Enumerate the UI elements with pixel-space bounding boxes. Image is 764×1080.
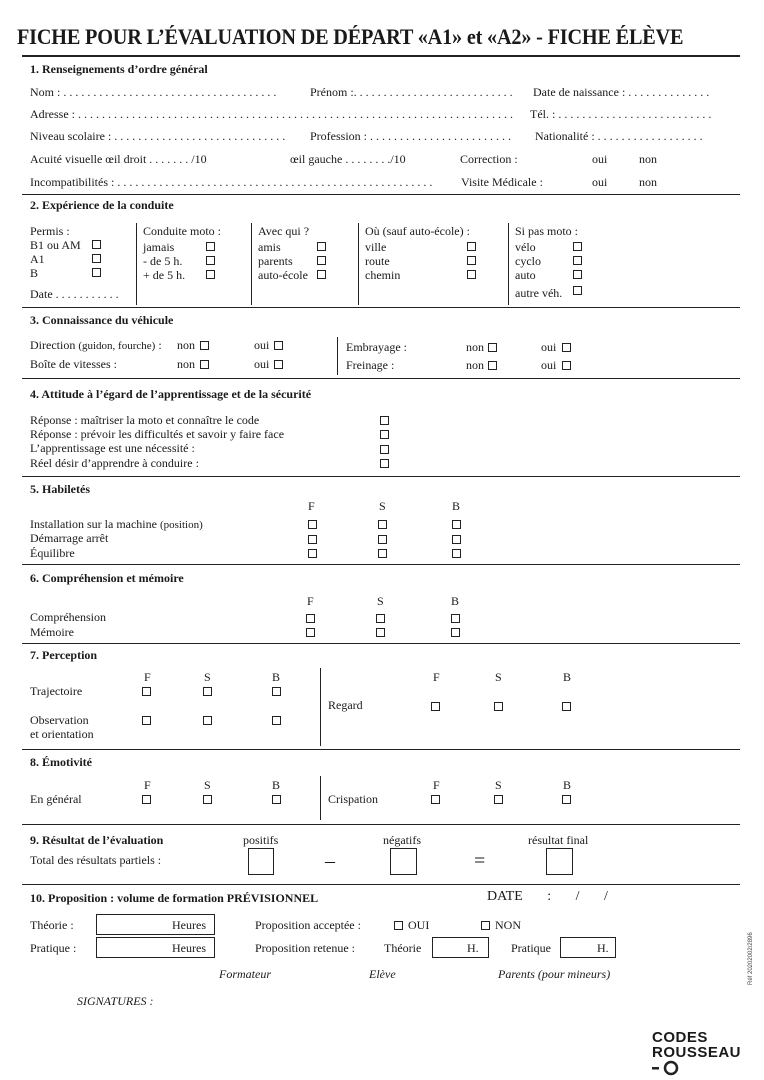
ou-chemin-checkbox[interactable] xyxy=(467,270,476,279)
direction-oui-label: oui xyxy=(254,338,270,352)
crispation-b-checkbox[interactable] xyxy=(562,795,571,804)
divider xyxy=(22,884,740,885)
visite-medicale-label: Visite Médicale : xyxy=(461,175,543,189)
comprehension-label: Compréhension xyxy=(30,610,106,624)
divider xyxy=(320,668,321,746)
installation-b-checkbox[interactable] xyxy=(452,520,461,529)
memoire-f-checkbox[interactable] xyxy=(306,628,315,637)
crispation-f-checkbox[interactable] xyxy=(431,795,440,804)
sipas-auto-label: auto xyxy=(515,268,536,282)
date-naissance-field[interactable]: Date de naissance : . . . . . . . . . . . . . . xyxy=(533,85,710,99)
resultat-final-box[interactable] xyxy=(546,848,573,875)
general-b-checkbox[interactable] xyxy=(272,795,281,804)
resultat-final-label: résultat final xyxy=(528,833,589,847)
col-f: F xyxy=(433,778,440,792)
section-7-heading: 7. Perception xyxy=(30,648,98,662)
direction-text: Direction xyxy=(30,338,76,352)
divider xyxy=(22,194,740,195)
col-s: S xyxy=(377,594,384,608)
niveau-scolaire-field[interactable]: Niveau scolaire : . . . . . . . . . . . . . . . . . . . . . . . . . . . . . xyxy=(30,129,286,143)
signature-formateur-label: Formateur xyxy=(219,967,271,981)
divider xyxy=(22,476,740,477)
attitude-4-checkbox[interactable] xyxy=(380,459,389,468)
installation-s-checkbox[interactable] xyxy=(378,520,387,529)
demarrage-s-checkbox[interactable] xyxy=(378,535,387,544)
direction-label: Direction (guidon, fourche) : xyxy=(30,338,162,352)
permis-a1-label: A1 xyxy=(30,252,45,266)
attitude-item-1: Réponse : maîtriser la moto et connaître le code xyxy=(30,413,260,427)
divider xyxy=(22,824,740,825)
regard-s-checkbox[interactable] xyxy=(494,702,503,711)
conduite-moto-label: Conduite moto : xyxy=(143,224,221,238)
col-s: S xyxy=(379,499,386,513)
logo-mark-icon xyxy=(652,1060,682,1076)
section-8-heading: 8. Émotivité xyxy=(30,755,92,769)
crispation-s-checkbox[interactable] xyxy=(494,795,503,804)
pratique-heures-label: Heures xyxy=(172,941,206,955)
observation-s-checkbox[interactable] xyxy=(203,716,212,725)
col-b: B xyxy=(272,778,281,792)
divider xyxy=(508,223,509,305)
embrayage-non-label: non xyxy=(466,340,484,354)
reference-number: Réf 20202002/2896 xyxy=(748,932,754,985)
col-s: S xyxy=(204,670,211,684)
boite-oui-label: oui xyxy=(254,357,270,371)
attitude-3-checkbox[interactable] xyxy=(380,445,389,454)
boite-oui-checkbox[interactable] xyxy=(274,360,283,369)
divider xyxy=(320,776,321,820)
section-4-heading: 4. Attitude à l’égard de l’apprentissage et de la sécurité xyxy=(30,387,312,401)
installation-text: Installation sur la machine xyxy=(30,517,157,531)
sipas-cyclo-checkbox[interactable] xyxy=(573,256,582,265)
col-b: B xyxy=(451,594,460,608)
retenue-theorie-box[interactable] xyxy=(432,937,489,958)
trajectoire-label: Trajectoire xyxy=(30,684,83,698)
moto-plus5-label: + de 5 h. xyxy=(143,268,186,282)
permis-b-checkbox[interactable] xyxy=(92,268,101,277)
direction-non-checkbox[interactable] xyxy=(200,341,209,350)
acuite-gauche-field[interactable]: œil gauche . . . . . . . ./10 xyxy=(290,152,406,166)
comprehension-b-checkbox[interactable] xyxy=(451,614,460,623)
avec-qui-label: Avec qui ? xyxy=(258,224,310,238)
boite-non-label: non xyxy=(177,357,195,371)
logo-line-2: ROUSSEAU xyxy=(652,1044,742,1061)
retenue-theorie-label: Théorie xyxy=(384,941,422,955)
divider xyxy=(136,223,137,305)
acuite-droit-field[interactable]: Acuité visuelle œil droit . . . . . . . /10 xyxy=(30,152,207,166)
divider xyxy=(22,749,740,750)
permis-b1-label: B1 ou AM xyxy=(30,238,81,252)
attitude-item-4: Réel désir d’apprendre à conduire : xyxy=(30,456,199,470)
permis-b-label: B xyxy=(30,266,39,280)
col-b: B xyxy=(563,778,572,792)
sipas-velo-checkbox[interactable] xyxy=(573,242,582,251)
installation-f-checkbox[interactable] xyxy=(308,520,317,529)
theorie-heures-label: Heures xyxy=(172,918,206,932)
permis-b1-checkbox[interactable] xyxy=(92,240,101,249)
freinage-oui-label: oui xyxy=(541,358,557,372)
ou-route-label: route xyxy=(365,254,390,268)
col-b: B xyxy=(563,670,572,684)
embrayage-oui-checkbox[interactable] xyxy=(562,343,571,352)
memoire-label: Mémoire xyxy=(30,625,74,639)
signatures-label: SIGNATURES : xyxy=(77,994,154,1008)
col-s: S xyxy=(495,778,502,792)
prenom-field[interactable]: Prénom :. . . . . . . . . . . . . . . . . . . . . . . . . . . xyxy=(310,85,513,99)
divider xyxy=(358,223,359,305)
retenue-label: Proposition retenue : xyxy=(255,941,355,955)
equilibre-s-checkbox[interactable] xyxy=(378,549,387,558)
sipas-velo-label: vélo xyxy=(515,240,536,254)
demarrage-f-checkbox[interactable] xyxy=(308,535,317,544)
page-title: FICHE POUR L’ÉVALUATION DE DÉPART «A1» et «A2» - FICHE ÉLÈVE xyxy=(17,24,684,49)
observation-label: Observation xyxy=(30,713,89,727)
col-f: F xyxy=(433,670,440,684)
acceptee-oui-checkbox[interactable] xyxy=(394,921,403,930)
total-label: Total des résultats partiels : xyxy=(30,853,162,867)
equilibre-f-checkbox[interactable] xyxy=(308,549,317,558)
visite-oui[interactable]: oui xyxy=(592,175,608,189)
comprehension-f-checkbox[interactable] xyxy=(306,614,315,623)
section-9-heading: 9. Résultat de l’évaluation xyxy=(30,833,164,847)
trajectoire-b-checkbox[interactable] xyxy=(272,687,281,696)
divider xyxy=(251,223,252,305)
nom-field[interactable]: Nom : . . . . . . . . . . . . . . . . . . . . . . . . . . . . . . . . . . . . xyxy=(30,85,277,99)
signature-eleve-label: Elève xyxy=(369,967,396,981)
col-b: B xyxy=(452,499,461,513)
acceptee-label: Proposition acceptée : xyxy=(255,918,361,932)
moto-moins5-label: - de 5 h. xyxy=(143,254,183,268)
divider xyxy=(22,55,740,57)
installation-label xyxy=(30,517,203,532)
retenue-theorie-h: H. xyxy=(467,941,479,955)
col-f: F xyxy=(144,670,151,684)
acceptee-oui-label: OUI xyxy=(408,918,430,932)
section-2-heading: 2. Expérience de la conduite xyxy=(30,198,174,212)
avec-autoecole-checkbox[interactable] xyxy=(317,270,326,279)
avec-amis-label: amis xyxy=(258,240,281,254)
regard-f-checkbox[interactable] xyxy=(431,702,440,711)
freinage-non-label: non xyxy=(466,358,484,372)
col-s: S xyxy=(204,778,211,792)
correction-label: Correction : xyxy=(460,152,518,166)
comprehension-s-checkbox[interactable] xyxy=(376,614,385,623)
ou-chemin-label: chemin xyxy=(365,268,401,282)
regard-b-checkbox[interactable] xyxy=(562,702,571,711)
col-f: F xyxy=(308,499,315,513)
negatifs-box[interactable] xyxy=(390,848,417,875)
col-f: F xyxy=(144,778,151,792)
attitude-item-3: L’apprentissage est une nécessité : xyxy=(30,441,195,455)
positifs-label: positifs xyxy=(243,833,279,847)
general-s-checkbox[interactable] xyxy=(203,795,212,804)
col-s: S xyxy=(495,670,502,684)
col-f: F xyxy=(307,594,314,608)
moto-moins5-checkbox[interactable] xyxy=(206,256,215,265)
section-5-heading: 5. Habiletés xyxy=(30,482,90,496)
embrayage-non-checkbox[interactable] xyxy=(488,343,497,352)
ou-ville-checkbox[interactable] xyxy=(467,242,476,251)
moto-plus5-checkbox[interactable] xyxy=(206,270,215,279)
freinage-oui-checkbox[interactable] xyxy=(562,361,571,370)
ou-label: Où (sauf auto-école) : xyxy=(365,224,470,238)
freinage-non-checkbox[interactable] xyxy=(488,361,497,370)
embrayage-label: Embrayage : xyxy=(346,340,407,354)
orientation-label: et orientation xyxy=(30,727,94,741)
crispation-label: Crispation xyxy=(328,792,378,806)
retenue-pratique-label: Pratique xyxy=(511,941,551,955)
sipas-auto-checkbox[interactable] xyxy=(573,270,582,279)
attitude-2-checkbox[interactable] xyxy=(380,430,389,439)
col-b: B xyxy=(272,670,281,684)
equals-sign: = xyxy=(474,850,486,872)
section-3-heading: 3. Connaissance du véhicule xyxy=(30,313,174,327)
freinage-label: Freinage : xyxy=(346,358,395,372)
sipas-autre-checkbox[interactable] xyxy=(573,286,582,295)
tel-field[interactable]: Tél. : . . . . . . . . . . . . . . . . . . . . . . . . . . xyxy=(530,107,712,121)
direction-subtext: (guidon, fourche) xyxy=(78,340,156,352)
date-field[interactable]: DATE : / / xyxy=(487,889,608,904)
section-1-heading: 1. Renseignements d’ordre général xyxy=(30,62,208,76)
permis-label: Permis : xyxy=(30,224,70,238)
nationalite-field[interactable]: Nationalité : . . . . . . . . . . . . . . . . . . xyxy=(535,129,703,143)
equilibre-label: Équilibre xyxy=(30,546,75,560)
avec-parents-checkbox[interactable] xyxy=(317,256,326,265)
ou-route-checkbox[interactable] xyxy=(467,256,476,265)
divider xyxy=(22,564,740,565)
minus-sign: – xyxy=(325,850,335,872)
ou-ville-label: ville xyxy=(365,240,387,254)
embrayage-oui-label: oui xyxy=(541,340,557,354)
divider xyxy=(337,337,338,375)
observation-f-checkbox[interactable] xyxy=(142,716,151,725)
si-pas-moto-label: Si pas moto : xyxy=(515,224,579,238)
divider xyxy=(22,643,740,644)
negatifs-label: négatifs xyxy=(383,833,421,847)
avec-parents-label: parents xyxy=(258,254,293,268)
correction-oui[interactable]: oui xyxy=(592,152,608,166)
acceptee-non-label: NON xyxy=(495,918,521,932)
direction-non-label: non xyxy=(177,338,195,352)
positifs-box[interactable] xyxy=(248,848,274,875)
permis-date-field[interactable]: Date . . . . . . . . . . . xyxy=(30,287,119,301)
trajectoire-f-checkbox[interactable] xyxy=(142,687,151,696)
sipas-cyclo-label: cyclo xyxy=(515,254,541,268)
permis-a1-checkbox[interactable] xyxy=(92,254,101,263)
retenue-pratique-h: H. xyxy=(597,941,609,955)
demarrage-label: Démarrage arrêt xyxy=(30,531,109,545)
logo-line-1: CODES xyxy=(652,1029,708,1046)
section-6-heading: 6. Compréhension et mémoire xyxy=(30,571,184,585)
acceptee-non-checkbox[interactable] xyxy=(481,921,490,930)
regard-label: Regard xyxy=(328,698,363,712)
sipas-autre-label: autre véh. xyxy=(515,286,563,300)
trajectoire-s-checkbox[interactable] xyxy=(203,687,212,696)
signature-parents-label: Parents (pour mineurs) xyxy=(498,967,611,981)
pratique-label: Pratique : xyxy=(30,941,77,955)
theorie-label: Théorie : xyxy=(30,918,74,932)
memoire-s-checkbox[interactable] xyxy=(376,628,385,637)
observation-b-checkbox[interactable] xyxy=(272,716,281,725)
attitude-item-2: Réponse : prévoir les difficultés et savoir y faire face xyxy=(30,427,285,441)
avec-amis-checkbox[interactable] xyxy=(317,242,326,251)
demarrage-b-checkbox[interactable] xyxy=(452,535,461,544)
divider xyxy=(22,307,740,308)
equilibre-b-checkbox[interactable] xyxy=(452,549,461,558)
adresse-field[interactable]: Adresse : . . . . . . . . . . . . . . . . . . . . . . . . . . . . . . . . . . . . . . . . . . . . . . . . . . . . . . . . . . . . . . . . . . . . . . . . . xyxy=(30,107,513,121)
moto-jamais-checkbox[interactable] xyxy=(206,242,215,251)
general-f-checkbox[interactable] xyxy=(142,795,151,804)
section-10-heading: 10. Proposition : volume de formation PRÉVISIONNEL xyxy=(30,891,319,905)
installation-subtext: (position) xyxy=(159,519,203,531)
moto-jamais-label: jamais xyxy=(143,240,175,254)
boite-label: Boîte de vitesses : xyxy=(30,357,117,371)
correction-non[interactable]: non xyxy=(639,152,657,166)
direction-oui-checkbox[interactable] xyxy=(274,341,283,350)
incompatibilites-field[interactable]: Incompatibilités : . . . . . . . . . . . . . . . . . . . . . . . . . . . . . . . . . . . . . . . . . . . . . . . . . . . . . xyxy=(30,175,433,189)
profession-field[interactable]: Profession : . . . . . . . . . . . . . . . . . . . . . . . . xyxy=(310,129,511,143)
general-label: En général xyxy=(30,792,82,806)
boite-non-checkbox[interactable] xyxy=(200,360,209,369)
avec-autoecole-label: auto-école xyxy=(258,268,308,282)
attitude-1-checkbox[interactable] xyxy=(380,416,389,425)
visite-non[interactable]: non xyxy=(639,175,657,189)
memoire-b-checkbox[interactable] xyxy=(451,628,460,637)
divider xyxy=(22,378,740,379)
